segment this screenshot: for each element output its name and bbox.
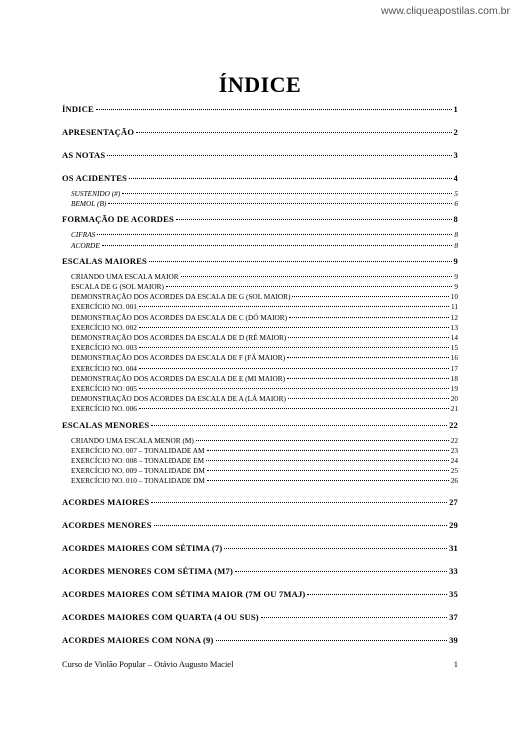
toc-entry[interactable] [62, 612, 458, 623]
toc-entry-page: 15 [450, 343, 458, 353]
toc-leader-dots [139, 388, 449, 389]
toc-entry[interactable] [62, 364, 458, 374]
toc-entry-page: 16 [450, 353, 458, 363]
toc-entry-page: 39 [449, 634, 458, 645]
toc-entry[interactable] [62, 374, 458, 384]
toc-entry-page: 6 [454, 199, 458, 209]
toc-leader-dots [151, 502, 447, 503]
toc-entry-label: ACORDES MAIORES COM QUARTA (4 OU SUS) [62, 611, 259, 622]
toc-entry[interactable] [62, 214, 458, 225]
toc-entry-label: EXERCÍCIO NO. 008 – TONALIDADE EM [71, 456, 205, 466]
toc-entry-page: 29 [449, 519, 458, 530]
toc-entry-page: 9 [454, 271, 458, 281]
toc-entry[interactable] [62, 520, 458, 531]
toc-leader-dots [176, 219, 452, 220]
toc-leader-dots [151, 425, 447, 426]
toc-leader-dots [139, 327, 449, 328]
toc-entry[interactable] [62, 272, 458, 282]
toc-leader-dots [129, 178, 452, 179]
toc-entry-label: ACORDES MAIORES [62, 496, 150, 507]
toc-entry[interactable] [62, 589, 458, 600]
toc-entry-label: ÍNDICE [62, 104, 94, 114]
toc-entry-label: CRIANDO UMA ESCALA MENOR (M) [71, 435, 194, 445]
toc-entry[interactable] [62, 333, 458, 343]
toc-entry-page: 22 [450, 435, 458, 445]
toc-entry-page: 31 [449, 542, 458, 553]
toc-entry-label: EXERCÍCIO NO. 001 [71, 302, 137, 312]
toc-leader-dots [288, 337, 448, 338]
toc-entry-page: 17 [450, 363, 458, 373]
footer-page-number: 1 [453, 659, 458, 669]
toc-leader-dots [289, 317, 449, 318]
toc-entry-page: 20 [450, 394, 458, 404]
toc-entry-page: 3 [453, 150, 458, 160]
toc-entry-page: 9 [453, 255, 458, 266]
toc-entry[interactable] [62, 466, 458, 476]
toc-entry-label: DEMONSTRAÇÃO DOS ACORDES DA ESCALA DE A (LÁ MAIOR) [71, 394, 286, 404]
toc-leader-dots [224, 548, 447, 549]
toc-entry-label: CIFRAS [71, 230, 96, 240]
toc-entry-page: 14 [450, 333, 458, 343]
toc-entry-label: OS ACIDENTES [62, 173, 127, 183]
toc-entry[interactable] [62, 436, 458, 446]
toc-entry-page: 1 [453, 104, 458, 114]
toc-entry-page: 4 [453, 173, 458, 183]
toc-leader-dots [166, 286, 452, 287]
toc-entry-page: 19 [450, 384, 458, 394]
toc-entry[interactable] [62, 384, 458, 394]
toc-entry[interactable] [62, 256, 458, 267]
toc-entry-label: EXERCÍCIO NO. 002 [71, 322, 137, 332]
toc-leader-dots [154, 525, 447, 526]
toc-entry-page: 25 [450, 466, 458, 476]
toc-entry[interactable] [62, 394, 458, 404]
toc-entry-label: EXERCÍCIO NO. 009 – TONALIDADE DM [71, 466, 205, 476]
toc-entry[interactable] [62, 104, 458, 115]
toc-entry-page: 21 [450, 404, 458, 414]
toc-leader-dots [107, 155, 451, 156]
toc-leader-dots [97, 234, 452, 235]
toc-entry-label: DEMONSTRAÇÃO DOS ACORDES DA ESCALA DE G (SOL MAIOR) [71, 292, 291, 302]
toc-leader-dots [181, 276, 453, 277]
toc-entry-label: ESCALA DE G (SOL MAIOR) [71, 282, 164, 292]
toc-leader-dots [149, 261, 452, 262]
toc-entry-label: APRESENTAÇÃO [62, 127, 135, 137]
toc-entry-page: 37 [449, 611, 458, 622]
toc-entry-page: 12 [450, 312, 458, 322]
page-title: ÍNDICE [218, 72, 302, 97]
toc-entry[interactable] [62, 199, 458, 209]
toc-leader-dots [139, 306, 449, 307]
toc-entry-label: DEMONSTRAÇÃO DOS ACORDES DA ESCALA DE E (MI MAIOR) [71, 373, 286, 383]
toc-entry-label: BEMOL (B) [71, 199, 107, 209]
toc-entry-label: AS NOTAS [62, 150, 106, 160]
toc-entry-label: EXERCÍCIO NO. 007 – TONALIDADE AM [71, 445, 205, 455]
toc-entry[interactable] [62, 404, 458, 414]
toc-leader-dots [139, 408, 449, 409]
toc-entry[interactable] [62, 543, 458, 554]
toc-entry[interactable] [62, 292, 458, 302]
toc-leader-dots [287, 378, 449, 379]
toc-entry-label: ESCALAS MAIORES [62, 255, 147, 266]
toc-entry-label: EXERCÍCIO NO. 010 – TONALIDADE DM [71, 476, 205, 486]
toc-entry[interactable] [62, 446, 458, 456]
toc-entry-page: 10 [450, 292, 458, 302]
toc-entry[interactable] [62, 302, 458, 312]
toc-entry-label: EXERCÍCIO NO. 003 [71, 343, 137, 353]
toc-entry[interactable] [62, 282, 458, 292]
toc-entry-page: 27 [449, 496, 458, 507]
toc-leader-dots [292, 296, 448, 297]
toc-entry[interactable] [62, 323, 458, 333]
toc-entry[interactable] [62, 353, 458, 363]
table-of-contents [62, 104, 458, 646]
toc-leader-dots [122, 193, 452, 194]
toc-entry-label: DEMONSTRAÇÃO DOS ACORDES DA ESCALA DE C (DÓ MAIOR) [71, 312, 288, 322]
toc-leader-dots [207, 480, 449, 481]
toc-leader-dots [139, 347, 449, 348]
toc-leader-dots [206, 460, 449, 461]
toc-leader-dots [96, 109, 452, 110]
page-footer [62, 659, 458, 669]
toc-entry-label: ACORDES MAIORES COM SÉTIMA MAIOR (7M OU 7MAJ) [62, 588, 306, 599]
toc-entry-page: 8 [454, 240, 458, 250]
toc-entry-page: 18 [450, 373, 458, 383]
toc-leader-dots [102, 245, 453, 246]
toc-entry-label: DEMONSTRAÇÃO DOS ACORDES DA ESCALA DE F (FÁ MAIOR) [71, 353, 286, 363]
toc-leader-dots [216, 640, 448, 641]
toc-entry[interactable] [62, 127, 458, 138]
toc-entry-label: ACORDES MAIORES COM SÉTIMA (7) [62, 542, 223, 553]
toc-entry[interactable] [62, 343, 458, 353]
toc-entry[interactable] [62, 476, 458, 486]
toc-entry-page: 33 [449, 565, 458, 576]
toc-entry-label: CRIANDO UMA ESCALA MAIOR [71, 271, 179, 281]
toc-entry-page: 24 [450, 456, 458, 466]
toc-leader-dots [207, 470, 449, 471]
toc-leader-dots [136, 132, 451, 133]
toc-leader-dots [207, 450, 449, 451]
toc-entry-page: 35 [449, 588, 458, 599]
toc-entry-page: 11 [450, 302, 458, 312]
toc-leader-dots [288, 398, 449, 399]
toc-entry-page: 2 [453, 127, 458, 137]
toc-entry[interactable] [62, 497, 458, 508]
footer-course-name: Curso de Violão Popular – Otávio Augusto Maciel [62, 659, 234, 669]
toc-entry-label: EXERCÍCIO NO. 004 [71, 363, 137, 373]
toc-leader-dots [108, 203, 452, 204]
toc-entry-label: EXERCÍCIO NO. 005 [71, 384, 137, 394]
toc-entry-label: ACORDES MAIORES COM NONA (9) [62, 634, 214, 645]
toc-entry[interactable] [62, 241, 458, 251]
toc-entry-label: ACORDES MENORES [62, 519, 152, 530]
toc-entry-label: DEMONSTRAÇÃO DOS ACORDES DA ESCALA DE D (RÉ MAIOR) [71, 333, 287, 343]
toc-leader-dots [307, 594, 447, 595]
toc-leader-dots [196, 440, 449, 441]
toc-entry[interactable] [62, 313, 458, 323]
toc-entry-page: 9 [454, 282, 458, 292]
toc-entry-label: FORMAÇÃO DE ACORDES [62, 214, 174, 225]
toc-entry-label: SUSTENIDO (#) [71, 189, 121, 198]
toc-entry[interactable] [62, 566, 458, 577]
toc-entry-label: ACORDE [71, 240, 100, 250]
toc-entry[interactable] [62, 456, 458, 466]
toc-entry[interactable] [62, 173, 458, 184]
toc-entry-page: 22 [449, 419, 458, 430]
toc-entry[interactable] [62, 420, 458, 431]
toc-entry-label: EXERCÍCIO NO. 006 [71, 404, 137, 414]
toc-leader-dots [287, 357, 449, 358]
toc-entry-page: 26 [450, 476, 458, 486]
toc-entry-label: ESCALAS MENORES [62, 419, 150, 430]
toc-leader-dots [261, 617, 447, 618]
toc-entry-label: ACORDES MENORES COM SÉTIMA (M7) [62, 565, 234, 576]
watermark: www.cliqueapostilas.com.br [381, 5, 510, 17]
toc-entry[interactable] [62, 635, 458, 646]
toc-entry[interactable] [62, 230, 458, 240]
toc-entry-page: 13 [450, 322, 458, 332]
toc-entry-page: 8 [454, 230, 458, 240]
toc-entry[interactable] [62, 150, 458, 161]
toc-entry-page: 8 [453, 214, 458, 225]
toc-leader-dots [235, 571, 447, 572]
toc-leader-dots [139, 368, 449, 369]
toc-entry-page: 23 [450, 445, 458, 455]
toc-entry[interactable] [62, 189, 458, 199]
toc-entry-page: 5 [454, 189, 458, 198]
